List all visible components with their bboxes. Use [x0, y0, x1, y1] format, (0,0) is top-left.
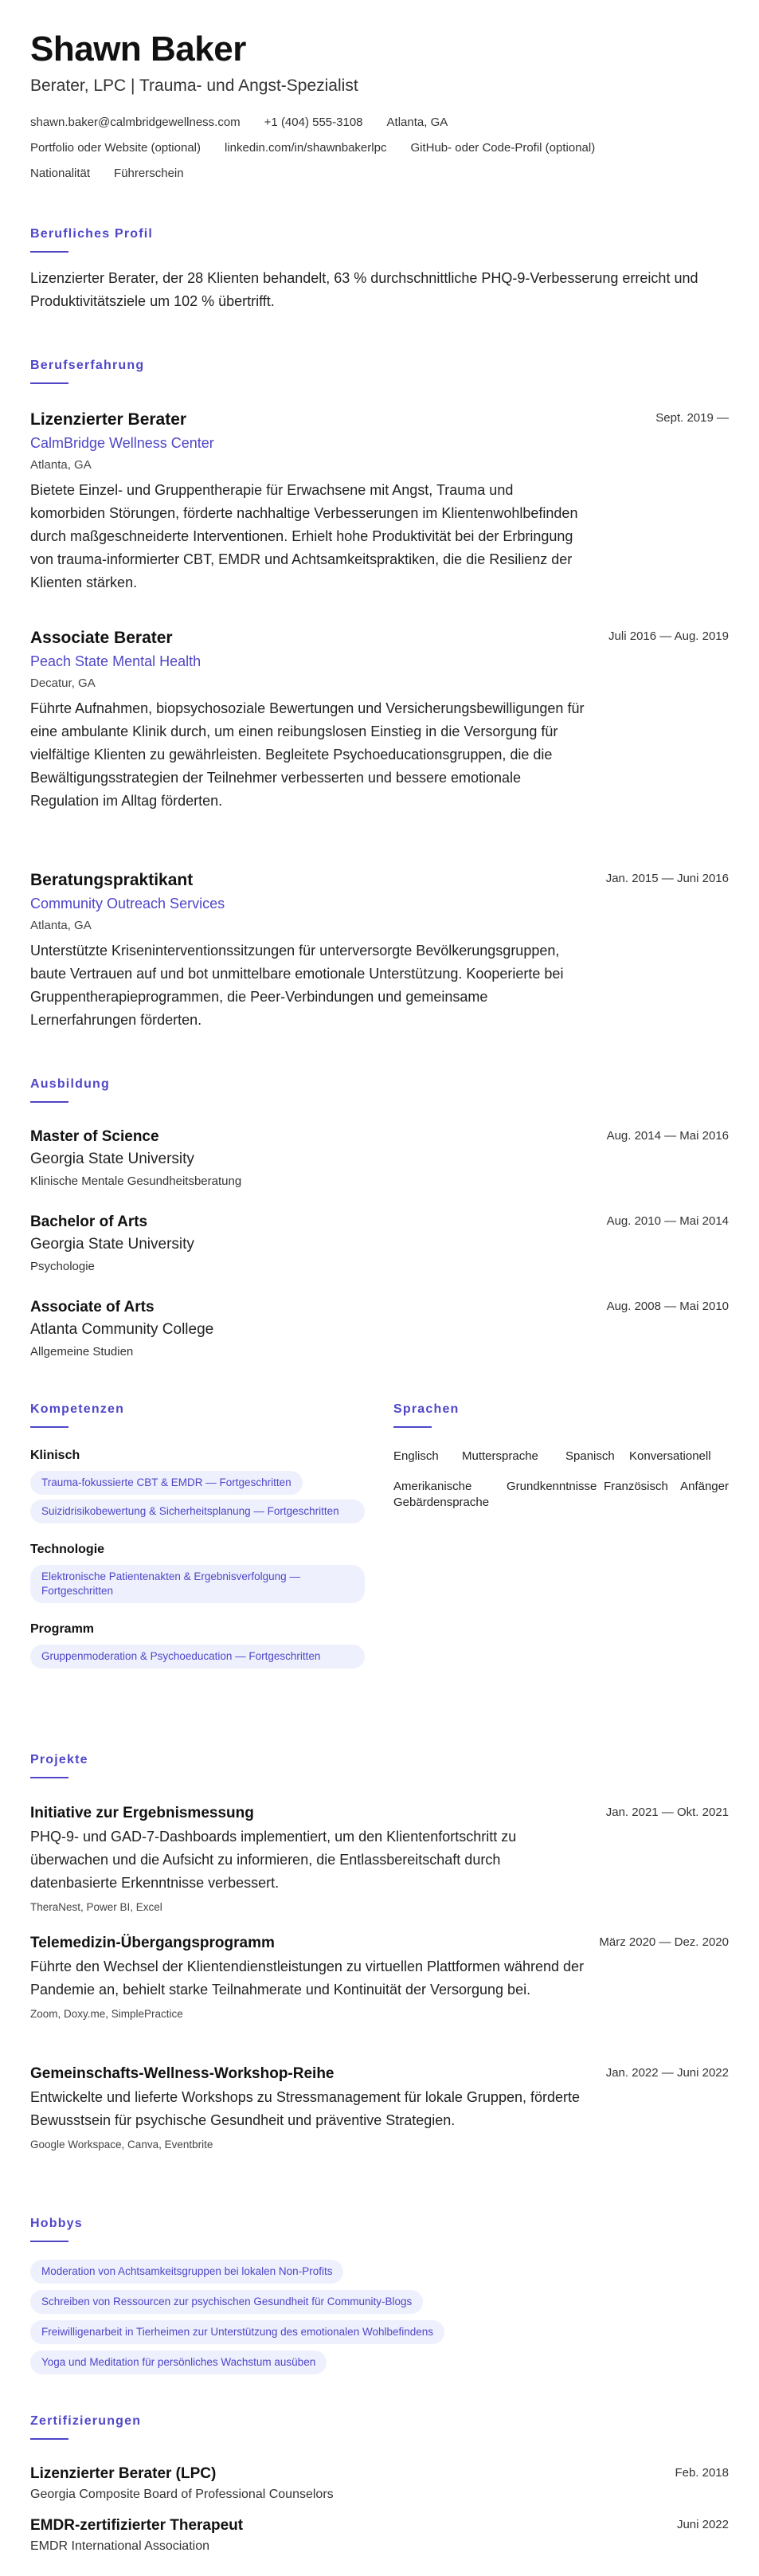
- section-divider: [30, 2241, 68, 2242]
- certification-name: EMDR-zertifizierter Therapeut: [30, 2517, 244, 2534]
- certifications-section: [30, 2413, 729, 2440]
- profile-section: [30, 225, 729, 313]
- hobby-row: [30, 2260, 729, 2284]
- company-name: Community Outreach Services: [30, 896, 225, 912]
- job-location: Atlanta, GA: [30, 458, 92, 472]
- drivers-license: Führerschein: [114, 167, 184, 180]
- section-divider: [30, 1426, 68, 1428]
- education-dates: Aug. 2010 — Mai 2014: [606, 1214, 729, 1228]
- job-dates: Juli 2016 — Aug. 2019: [608, 629, 729, 643]
- hobbies-section: [30, 2215, 729, 2374]
- project-description: Führte den Wechsel der Klientendienstleistungen zu virtuellen Plattformen während der Pandemie an, behielt starke Teilnahmerate und Kontinuität der Versorgung bei.: [30, 1958, 585, 1998]
- degree: Master of Science: [30, 1128, 159, 1145]
- language-name: Englisch: [393, 1449, 439, 1463]
- project-tech: Google Workspace, Canva, Eventbrite: [30, 2139, 213, 2151]
- field-of-study: Allgemeine Studien: [30, 1345, 134, 1359]
- experience-item: [30, 409, 729, 594]
- experience-item: [30, 627, 729, 813]
- skill-chip: Trauma-fokussierte CBT & EMDR — Fortgeschritten: [30, 1471, 303, 1495]
- section-title-profile: Berufliches Profil: [30, 227, 154, 241]
- contact-phone[interactable]: +1 (404) 555-3108: [264, 116, 363, 129]
- certification-date: Feb. 2018: [675, 2466, 729, 2480]
- github-link[interactable]: GitHub- oder Code-Profil (optional): [410, 141, 596, 155]
- hobby-row: [30, 2351, 729, 2374]
- education-item: [30, 1212, 729, 1276]
- section-title-education: Ausbildung: [30, 1077, 110, 1091]
- education-item: [30, 1127, 729, 1190]
- section-divider: [30, 1101, 68, 1103]
- school: Atlanta Community College: [30, 1321, 214, 1338]
- degree: Associate of Arts: [30, 1299, 155, 1315]
- skill-chip: Suizidrisikobewertung & Sicherheitsplanung — Fortgeschritten: [30, 1500, 365, 1523]
- skill-category: Technologie: [30, 1543, 105, 1556]
- portfolio-link[interactable]: Portfolio oder Website (optional): [30, 141, 201, 155]
- project-tech: Zoom, Doxy.me, SimplePractice: [30, 2008, 183, 2020]
- education-item: [30, 1297, 729, 1361]
- hobby-chip: Moderation von Achtsamkeitsgruppen bei lokalen Non-Profits: [30, 2260, 343, 2284]
- section-divider: [30, 382, 68, 384]
- certification-date: Juni 2022: [676, 2518, 729, 2531]
- hobby-row: [30, 2320, 729, 2344]
- section-divider: [393, 1426, 432, 1428]
- school: Georgia State University: [30, 1236, 194, 1253]
- hobby-chip: Schreiben von Ressourcen zur psychischen Gesundheit für Community-Blogs: [30, 2290, 423, 2314]
- field-of-study: Psychologie: [30, 1260, 95, 1273]
- school: Georgia State University: [30, 1151, 194, 1167]
- section-divider: [30, 251, 68, 253]
- degree: Bachelor of Arts: [30, 1214, 148, 1230]
- experience-item: [30, 869, 729, 1032]
- profile-summary: Lizenzierter Berater, der 28 Klienten behandelt, 63 % durchschnittliche PHQ-9-Verbesserung erreicht und Produktivitätsziele um 102 % übertrifft.: [30, 270, 698, 309]
- section-title-projects: Projekte: [30, 1753, 88, 1766]
- job-location: Decatur, GA: [30, 676, 96, 690]
- section-divider: [30, 1777, 68, 1778]
- language-name: Französisch: [604, 1480, 668, 1493]
- experience-section: [30, 357, 729, 384]
- contact-location: Atlanta, GA: [386, 116, 448, 129]
- candidate-name: Shawn Baker: [30, 29, 246, 69]
- project-item: [30, 2064, 729, 2153]
- project-dates: Jan. 2022 — Juni 2022: [605, 2066, 729, 2080]
- project-tech: TheraNest, Power BI, Excel: [30, 1901, 162, 1913]
- job-title: Beratungspraktikant: [30, 871, 194, 889]
- contact-row: [30, 115, 729, 131]
- certification-name: Lizenzierter Berater (LPC): [30, 2465, 217, 2482]
- job-dates: Jan. 2015 — Juni 2016: [605, 872, 729, 885]
- linkedin-link[interactable]: linkedin.com/in/shawnbakerlpc: [225, 141, 387, 155]
- nationality: Nationalität: [30, 167, 91, 180]
- job-description: Bietete Einzel- und Gruppentherapie für Erwachsene mit Angst, Trauma und komorbiden Störungen, förderte nachhaltige Verbesserungen im Klientenwohlbefinden durch maßgeschneiderte Interventionen. Erhielt hohe Produktivität bei der Erbringung von trauma-informierter CBT, EMDR und Achtsamkeitspraktiken, die die Resilienz der Klienten stärken.: [30, 482, 578, 590]
- languages-column: [393, 1401, 729, 1512]
- job-location: Atlanta, GA: [30, 919, 92, 932]
- section-title-certifications: Zertifizierungen: [30, 2414, 142, 2428]
- section-title-languages: Sprachen: [393, 1402, 460, 1416]
- certification-issuer: Georgia Composite Board of Professional Counselors: [30, 2488, 334, 2501]
- project-name: Telemedizin-Übergangsprogramm: [30, 1935, 275, 1951]
- education-dates: Aug. 2008 — Mai 2010: [606, 1300, 729, 1313]
- project-description: Entwickelte und lieferte Workshops zu Stressmanagement für lokale Gruppen, förderte Bewusstsein für psychische Gesundheit und präventive Strategien.: [30, 2089, 581, 2128]
- project-name: Initiative zur Ergebnismessung: [30, 1805, 254, 1821]
- project-dates: Jan. 2021 — Okt. 2021: [605, 1806, 729, 1819]
- language-row: [393, 1479, 729, 1512]
- company-name: Peach State Mental Health: [30, 653, 201, 669]
- links-row: [30, 140, 729, 156]
- skill-category: Programm: [30, 1622, 95, 1636]
- education-dates: Aug. 2014 — Mai 2016: [606, 1129, 729, 1143]
- certification-item: [30, 2464, 729, 2503]
- field-of-study: Klinische Mentale Gesundheitsberatung: [30, 1174, 242, 1188]
- skills-column: [30, 1401, 365, 1668]
- job-title: Associate Berater: [30, 629, 173, 647]
- project-name: Gemeinschafts-Wellness-Workshop-Reihe: [30, 2065, 335, 2082]
- language-name: Amerikanische Gebärdensprache: [393, 1480, 490, 1509]
- company-name: CalmBridge Wellness Center: [30, 435, 214, 451]
- section-title-experience: Berufserfahrung: [30, 359, 145, 372]
- section-divider: [30, 2438, 68, 2440]
- section-title-skills: Kompetenzen: [30, 1402, 125, 1416]
- project-item: [30, 1933, 729, 2022]
- language-level: Grundkenntnisse: [507, 1480, 597, 1493]
- contact-email[interactable]: shawn.baker@calmbridgewellness.com: [30, 116, 241, 129]
- project-item: [30, 1803, 729, 1915]
- language-level: Muttersprache: [462, 1449, 538, 1463]
- personal-row: [30, 166, 729, 182]
- language-name: Spanisch: [565, 1449, 615, 1463]
- hobby-chip: Freiwilligenarbeit in Tierheimen zur Unterstützung des emotionalen Wohlbefindens: [30, 2320, 444, 2344]
- project-description: PHQ-9- und GAD-7-Dashboards implementiert, um den Klientenfortschritt zu überwachen und die Aufsicht zu informieren, die Entlassbereitschaft durch datenbasierte Erkenntnisse verbessert.: [30, 1829, 517, 1891]
- skill-category: Klinisch: [30, 1449, 80, 1462]
- job-description: Führte Aufnahmen, biopsychosoziale Bewertungen und Versicherungsbewilligungen für eine ambulante Klinik durch, um einen reibungslosen Einstieg in die Versorgung für vielfältige Klienten zu gewährleisten. Begleitete Psychoeducationsgruppen, die die Bewältigungsstrategien der Teilnehmer verbesserten und bessere emotionale Regulation im Alltag förderten.: [30, 700, 585, 809]
- skill-chip: Gruppenmoderation & Psychoeducation — Fortgeschritten: [30, 1645, 365, 1668]
- language-row: [393, 1449, 729, 1464]
- section-title-hobbies: Hobbys: [30, 2217, 83, 2230]
- education-section: [30, 1076, 729, 1103]
- hobby-row: [30, 2290, 729, 2314]
- skill-chip: Elektronische Patientenakten & Ergebnisverfolgung — Fortgeschritten: [30, 1565, 365, 1603]
- project-dates: März 2020 — Dez. 2020: [599, 1935, 729, 1949]
- language-level: Konversationell: [629, 1449, 711, 1463]
- job-description: Unterstützte Kriseninterventionssitzungen für unterversorgte Bevölkerungsgruppen, baute Vertrauen auf und bot unmittelbare emotionale Unterstützung. Kooperierte bei Gruppentherapieprogrammen, die Peer-Verbindungen und gemeinsame Lernerfahrungen förderten.: [30, 943, 564, 1028]
- job-dates: Sept. 2019 —: [655, 411, 729, 425]
- candidate-subtitle: Berater, LPC | Trauma- und Angst-Spezialist: [30, 76, 358, 95]
- certification-issuer: EMDR International Association: [30, 2539, 209, 2553]
- language-level: Anfänger: [680, 1480, 729, 1493]
- certification-item: [30, 2515, 729, 2555]
- hobby-chip: Yoga und Meditation für persönliches Wachstum ausüben: [30, 2351, 327, 2374]
- projects-section: [30, 1751, 729, 1778]
- job-title: Lizenzierter Berater: [30, 410, 187, 429]
